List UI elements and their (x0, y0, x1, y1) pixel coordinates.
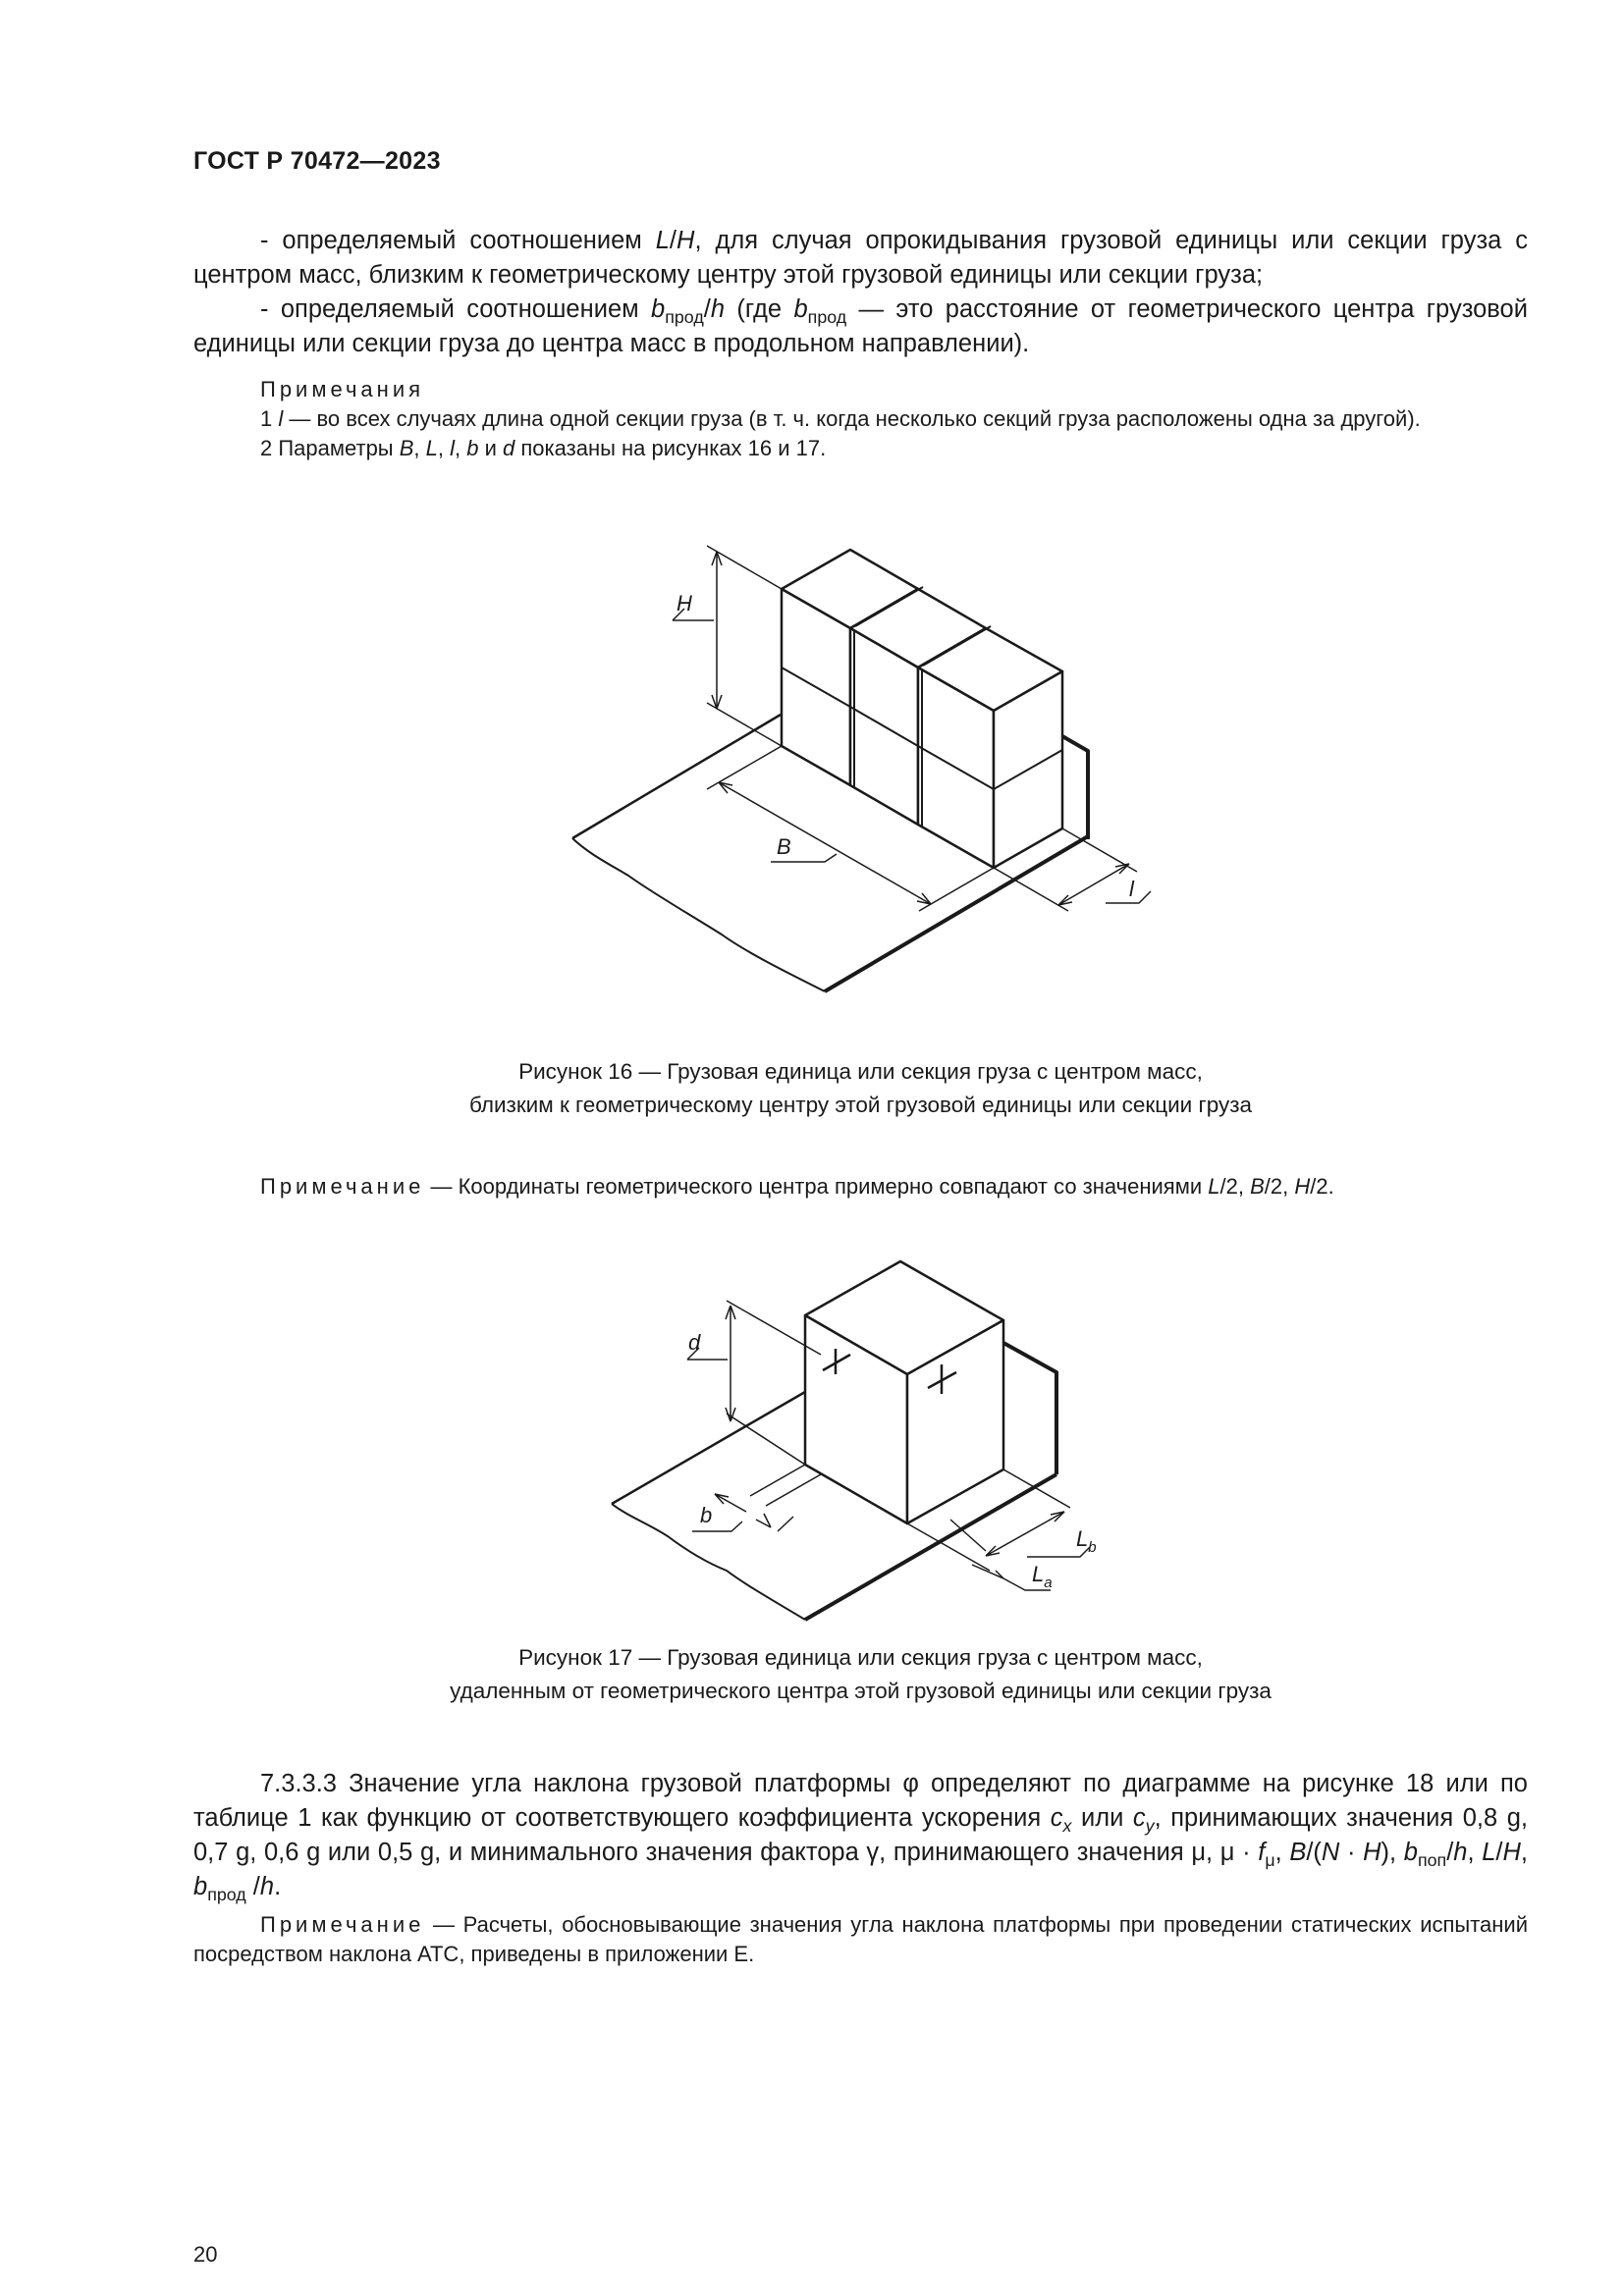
figure-16-caption: Рисунок 16 — Грузовая единица или секция груза с центром масс, близким к геометрическому центру этой грузовой единицы или секции груза (468, 1059, 1253, 1117)
notes-block: Примечания 1 l — во всех случаях длина одной секции груза (в т. ч. когда несколько секций груза расположены одна за другой). 2 Параметры B, L, l, b и d показаны на рисунках 16 и 17. (260, 377, 1421, 460)
label-B: B (777, 834, 791, 859)
label-b: b (700, 1503, 713, 1527)
page-number: 20 (193, 2242, 218, 2267)
notes-title: Примечания (260, 377, 425, 401)
label-d: d (688, 1330, 701, 1355)
label-H: H (677, 591, 692, 615)
label-l: l (1129, 877, 1134, 901)
note-calculations: Примечание — Расчеты, обосновывающие значения угла наклона платформы при проведении статических испытаний посредством наклона АТС, приведены в приложении Е. (193, 1912, 1528, 1966)
section-7-3-3-3: 7.3.3.3 Значение угла наклона грузовой платформы φ определяют по диаграмме на рисунке 18 или по таблице 1 как функцию от соответствующего коэффициента ускорения $c_x$ или $c_y$, принимающих значения 0,8 g, 0,7 g, 0,6 g или 0,5 g, и минимального значения фактора γ, принимающего значения μ, $\mu \cdot f_\mu$, B/(N · H), $b_{поп}/h$, L/H, $b_{прод}$ /h. (193, 1770, 1529, 1905)
figure-17-caption: Рисунок 17 — Грузовая единица или секция груза с центром масс, удаленным от геометрического центра этой грузовой единицы или секции груза (450, 1645, 1272, 1703)
document-header: ГОСТ Р 70472—2023 (193, 147, 441, 175)
intro-item-2: - определяемый соотношением $b_{прод}/h$ (где $b_{прод}$ — это расстояние от геометрического центра грузовой единицы или секции груза до центра масс в продольном направлении). (193, 295, 1528, 357)
label-Lb: $L_b$ (1076, 1526, 1097, 1556)
intro-item-1: - определяемый соотношением L/H, для случая опрокидывания грузовой единицы или секции груза с центром масс, близким к геометрическому центру этой грузовой единицы или секции груза; (193, 227, 1528, 289)
note-geometric-center: Примечание — Координаты геометрического центра примерно совпадают со значениями L/2, B/2, H/2. (260, 1174, 1334, 1199)
label-La: $L_a$ (1032, 1562, 1053, 1591)
